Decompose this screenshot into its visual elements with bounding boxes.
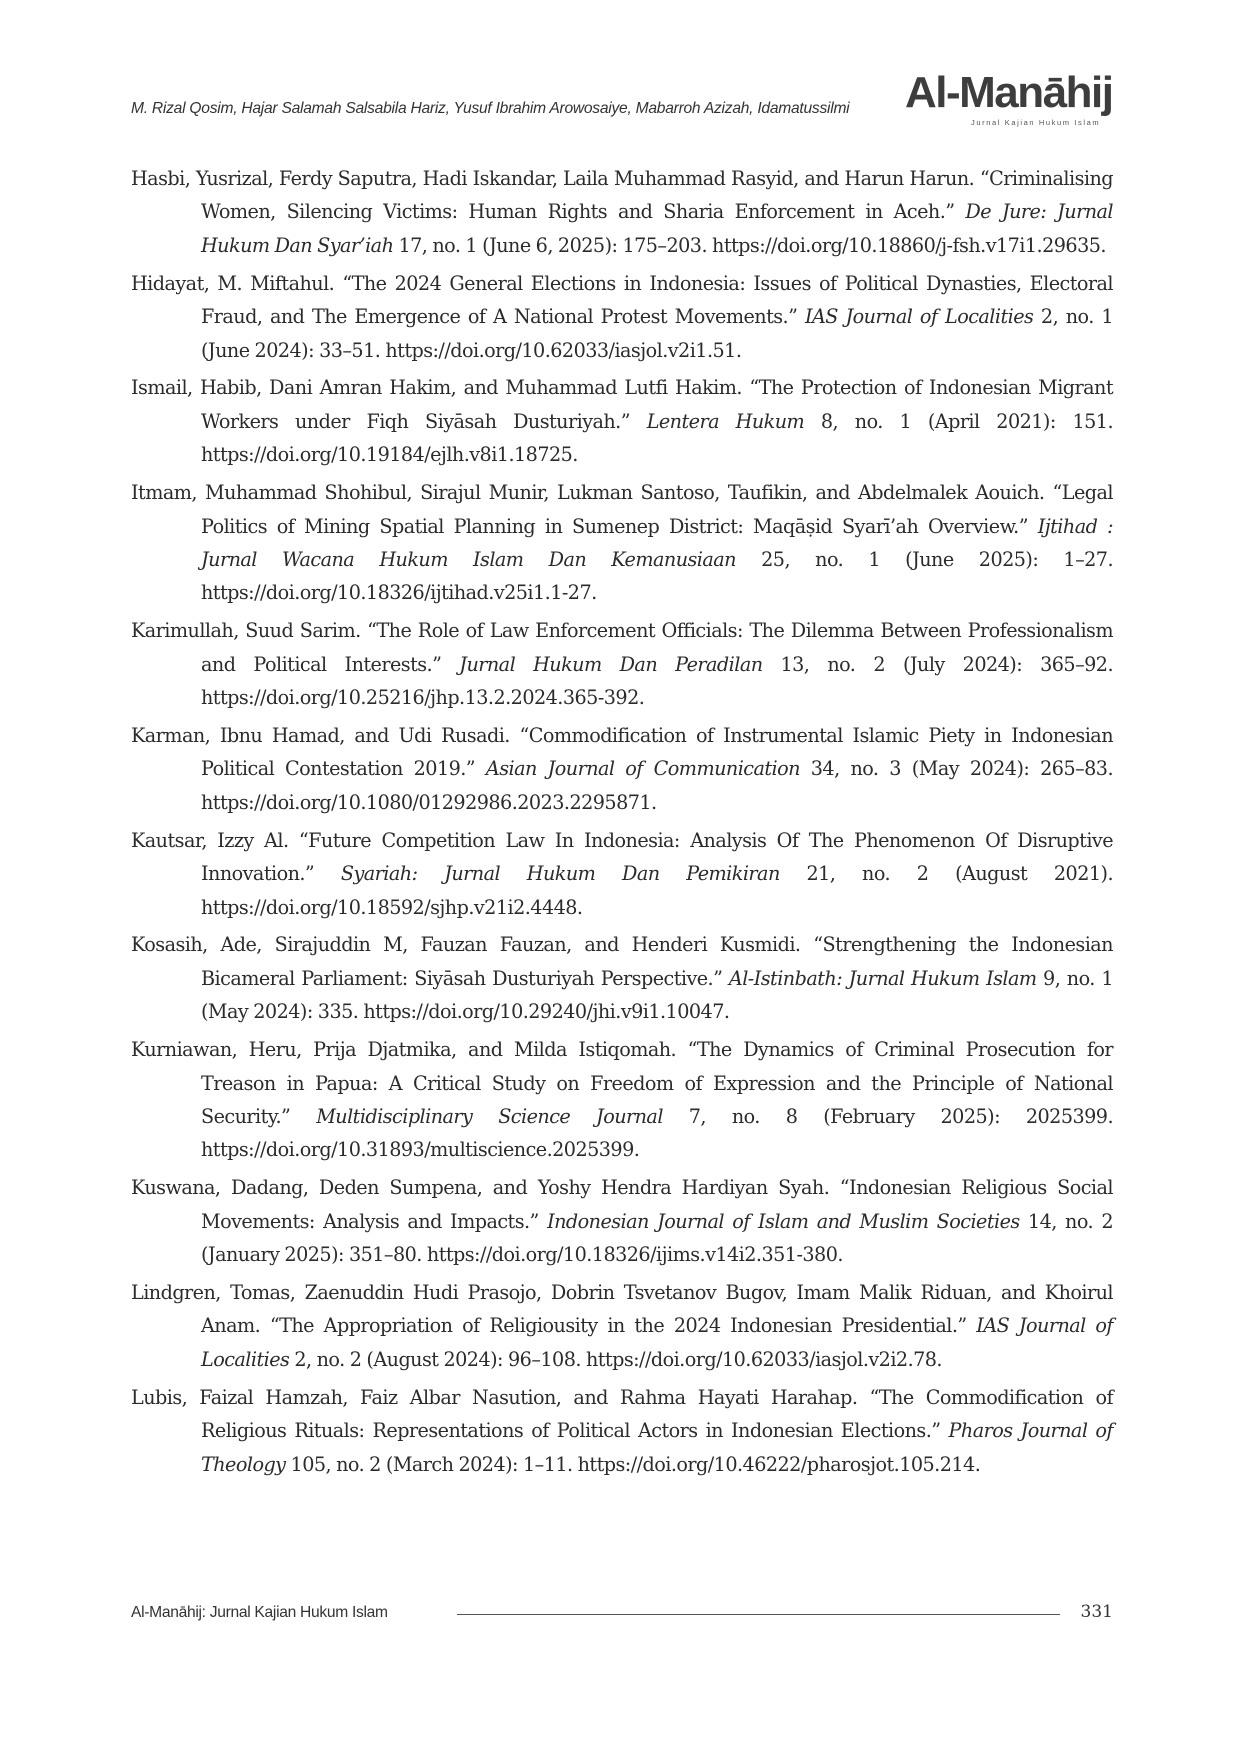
reference-entry: [131, 1381, 1113, 1481]
reference-details: 2, no. 2 (August 2024): 96–108. https://doi.org/10.62033/iasjol.v2i2.78.: [289, 1347, 942, 1371]
reference-journal: Lentera Hukum: [646, 409, 805, 433]
reference-journal: Indonesian Journal of Islam and Muslim Societies: [547, 1209, 1020, 1233]
reference-authors-title: Itmam, Muhammad Shohibul, Sirajul Munir, Lukman Santoso, Taufikin, and Abdelmalek Aouich. “Legal Politics of Mining Spatial Planning in Sumenep District: Maqāṣid Syarī’ah Overview.”: [131, 481, 1113, 538]
reference-authors-title: Lubis, Faizal Hamzah, Faiz Albar Nasution, and Rahma Hayati Harahap. “The Commodification of Religious Rituals: Representations of Political Actors in Indonesian Elections.”: [131, 1385, 1113, 1443]
reference-details: 105, no. 2 (March 2024): 1–11. https://doi.org/10.46222/pharosjot.105.214.: [285, 1452, 981, 1476]
reference-details: 17, no. 1 (June 6, 2025): 175–203. https://doi.org/10.18860/j-fsh.v17i1.29635.: [393, 233, 1106, 257]
reference-authors-title: Lindgren, Tomas, Zaenuddin Hudi Prasojo, Dobrin Tsvetanov Bugov, Imam Malik Riduan, and Khoirul Anam. “The Appropriation of Religiousity in the 2024 Indonesian Presidential.”: [131, 1281, 1113, 1338]
footer-rule: [457, 1614, 1060, 1615]
reference-entry: [131, 371, 1113, 471]
reference-journal: Ijtihad : Jurnal Wacana Hukum Islam Dan Kemanusiaan: [201, 514, 1113, 571]
logo-tagline: Jurnal Kajian Hukum Islam: [971, 118, 1101, 127]
reference-entry: [131, 1276, 1113, 1376]
reference-details: 2, no. 1 (June 2024): 33–51. https://doi.org/10.62033/iasjol.v2i1.51.: [201, 305, 1113, 362]
reference-entry: [131, 719, 1113, 819]
journal-logo: [905, 66, 1115, 134]
reference-journal: Al-Istinbath: Jurnal Hukum Islam: [728, 966, 1037, 990]
reference-details: 14, no. 2 (January 2025): 351–80. https://doi.org/10.18326/ijims.v14i2.351-380.: [201, 1209, 1113, 1267]
reference-authors-title: Ismail, Habib, Dani Amran Hakim, and Muhammad Lutfi Hakim. “The Protection of Indonesian Migrant Workers under Fiqh Siyāsah Dusturiyah.”: [131, 376, 1113, 433]
reference-authors-title: Karimullah, Suud Sarim. “The Role of Law Enforcement Officials: The Dilemma Between Professionalism and Political Interests.”: [131, 619, 1113, 676]
reference-journal: Jurnal Hukum Dan Peradilan: [459, 652, 763, 676]
reference-details: 7, no. 8 (February 2025): 2025399. https://doi.org/10.31893/multiscience.2025399.: [201, 1104, 1113, 1162]
reference-details: 8, no. 1 (April 2021): 151. https://doi.org/10.19184/ejlh.v8i1.18725.: [201, 409, 1113, 467]
reference-authors-title: Kosasih, Ade, Sirajuddin M, Fauzan Fauzan, and Henderi Kusmidi. “Strengthening the Indonesian Bicameral Parliament: Siyāsah Dusturiyah Perspective.”: [131, 933, 1113, 990]
reference-authors-title: Hasbi, Yusrizal, Ferdy Saputra, Hadi Iskandar, Laila Muhammad Rasyid, and Harun Harun. “Criminalising Women, Silencing Victims: Human Rights and Sharia Enforcement in Aceh.”: [131, 167, 1113, 224]
reference-entry: [131, 267, 1113, 367]
reference-entry: [131, 476, 1113, 610]
reference-entry: [131, 928, 1113, 1028]
reference-details: 21, no. 2 (August 2021). https://doi.org/10.18592/sjhp.v21i2.4448.: [201, 862, 1114, 919]
reference-journal: Syariah: Jurnal Hukum Dan Pemikiran: [340, 862, 780, 886]
reference-details: 9, no. 1 (May 2024): 335. https://doi.org/10.29240/jhi.v9i1.10047.: [201, 966, 1113, 1024]
page-number: 331: [1080, 1602, 1113, 1622]
reference-details: 13, no. 2 (July 2024): 365–92. https://doi.org/10.25216/jhp.13.2.2024.365-392.: [201, 652, 1113, 710]
reference-journal: IAS Journal of Localities: [201, 1314, 1113, 1371]
reference-entry: [131, 162, 1113, 262]
reference-authors-title: Hidayat, M. Miftahul. “The 2024 General Elections in Indonesia: Issues of Political Dynasties, Electoral Fraud, and The Emergence of A National Protest Movements.”: [131, 271, 1113, 329]
reference-entry: [131, 1033, 1113, 1167]
header-authors: M. Rizal Qosim, Hajar Salamah Salsabila Hariz, Yusuf Ibrahim Arowosaiye, Mabarroh Azizah, Idamatussilmi: [131, 100, 850, 117]
reference-authors-title: Karman, Ibnu Hamad, and Udi Rusadi. “Commodification of Instrumental Islamic Piety in Indonesian Political Contestation 2019.”: [131, 724, 1113, 781]
reference-details: 34, no. 3 (May 2024): 265–83. https://doi.org/10.1080/01292986.2023.2295871.: [201, 757, 1114, 814]
page-footer: [131, 1604, 1113, 1628]
reference-journal: De Jure: Jurnal Hukum Dan Syar’iah: [201, 200, 1113, 257]
reference-journal: Multidisciplinary Science Journal: [316, 1104, 663, 1128]
reference-list: [131, 162, 1113, 1485]
reference-entry: [131, 614, 1113, 714]
reference-details: 25, no. 1 (June 2025): 1–27. https://doi.org/10.18326/ijtihad.v25i1.1-27.: [201, 547, 1113, 605]
reference-entry: [131, 824, 1113, 924]
reference-journal: Asian Journal of Communication: [485, 757, 800, 781]
reference-journal: Pharos Journal of Theology: [201, 1419, 1113, 1476]
footer-journal-name: Al-Manāhij: Jurnal Kajian Hukum Islam: [131, 1604, 388, 1621]
reference-authors-title: Kautsar, Izzy Al. “Future Competition Law In Indonesia: Analysis Of The Phenomenon Of Disruptive Innovation.”: [131, 828, 1113, 886]
reference-authors-title: Kuswana, Dadang, Deden Sumpena, and Yoshy Hendra Hardiyan Syah. “Indonesian Religious Social Movements: Analysis and Impacts.”: [131, 1176, 1113, 1233]
reference-authors-title: Kurniawan, Heru, Prija Djatmika, and Milda Istiqomah. “The Dynamics of Criminal Prosecution for Treason in Papua: A Critical Study on Freedom of Expression and the Principle of National Security.”: [131, 1038, 1113, 1128]
reference-journal: IAS Journal of Localities: [804, 305, 1034, 329]
reference-entry: [131, 1171, 1113, 1271]
logo-wordmark: Al-Manāhij: [905, 68, 1113, 117]
